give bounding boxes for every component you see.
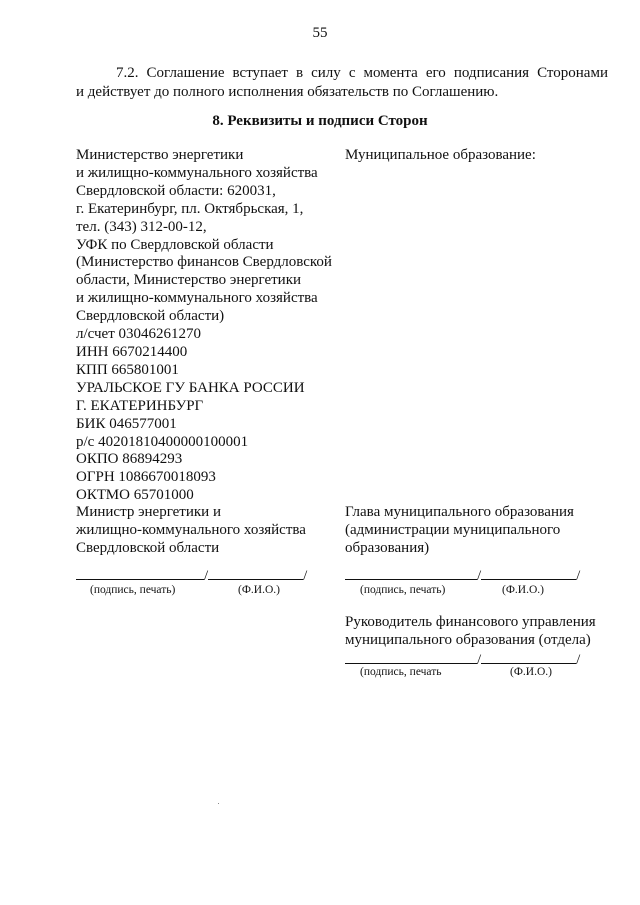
requisite-line: ИНН 6670214400 [76, 343, 188, 360]
right-finance-signatory-line: муниципального образования (отдела) [345, 631, 591, 648]
requisite-line: р/с 40201810400000100001 [76, 433, 249, 450]
requisite-line: тел. (343) 312-00-12, [76, 218, 207, 235]
requisite-line: и жилищно-коммунального хозяйства [76, 290, 318, 307]
left-signatory-line: Свердловской области [76, 539, 220, 556]
requisite-line: (Министерство финансов Свердловской [76, 254, 332, 271]
requisite-line: Свердловской области: 620031, [76, 182, 276, 199]
requisite-line: и жилищно-коммунального хозяйства [76, 164, 318, 181]
left-signature-line: / / [76, 566, 307, 585]
left-party-requisites [76, 147, 332, 505]
left-sign-caption: (подпись, печать) [90, 584, 176, 596]
left-name-caption: (Ф.И.О.) [238, 584, 280, 596]
section-heading: 8. Реквизиты и подписи Сторон [212, 113, 428, 129]
requisite-line: УФК по Свердловской области [76, 236, 274, 253]
requisite-line: УРАЛЬСКОЕ ГУ БАНКА РОССИИ [76, 379, 305, 396]
right-finance-signatory-title [345, 614, 596, 650]
requisite-line: г. Екатеринбург, пл. Октябрьская, 1, [76, 200, 304, 217]
right-finance-sign-caption: (подпись, печать [360, 666, 442, 678]
left-signatory-title [76, 504, 306, 558]
requisite-line: Министерство энергетики [76, 147, 244, 163]
requisite-line: области, Министерство энергетики [76, 272, 302, 289]
scan-speck [218, 803, 219, 804]
right-finance-name-caption: (Ф.И.О.) [510, 666, 552, 678]
right-head-signatory-title [345, 504, 574, 558]
page-number: 55 [312, 25, 328, 41]
requisite-line: ОКТМО 65701000 [76, 487, 194, 504]
requisite-line: ОГРН 1086670018093 [76, 469, 216, 486]
clause-7-2 [76, 64, 608, 102]
clause-line-1: 7.2. Соглашение вступает в силу с момента его подписания Сторонами [116, 65, 608, 81]
requisite-line: БИК 046577001 [76, 415, 177, 432]
left-signatory-line: жилищно-коммунального хозяйства [76, 521, 306, 538]
left-signatory-line: Министр энергетики и [76, 504, 221, 520]
right-finance-signature-line: / / [345, 650, 580, 669]
right-party-title: Муниципальное образование: [345, 147, 536, 163]
right-head-signature-line: / / [345, 566, 580, 585]
requisite-line: Свердловской области) [76, 308, 225, 325]
right-head-signatory-line: образования) [345, 539, 430, 556]
requisite-line: ОКПО 86894293 [76, 451, 183, 468]
requisite-line: Г. ЕКАТЕРИНБУРГ [76, 397, 204, 414]
requisite-line: КПП 665801001 [76, 361, 179, 378]
right-head-signatory-line: (администрации муниципального [345, 521, 561, 538]
right-finance-signatory-line: Руководитель финансового управления [345, 614, 596, 630]
right-head-sign-caption: (подпись, печать) [360, 584, 446, 596]
right-head-signatory-line: Глава муниципального образования [345, 504, 574, 520]
right-head-name-caption: (Ф.И.О.) [502, 584, 544, 596]
requisite-line: л/счет 03046261270 [76, 326, 202, 343]
clause-line-2: и действует до полного исполнения обязательств по Соглашению. [76, 84, 499, 100]
